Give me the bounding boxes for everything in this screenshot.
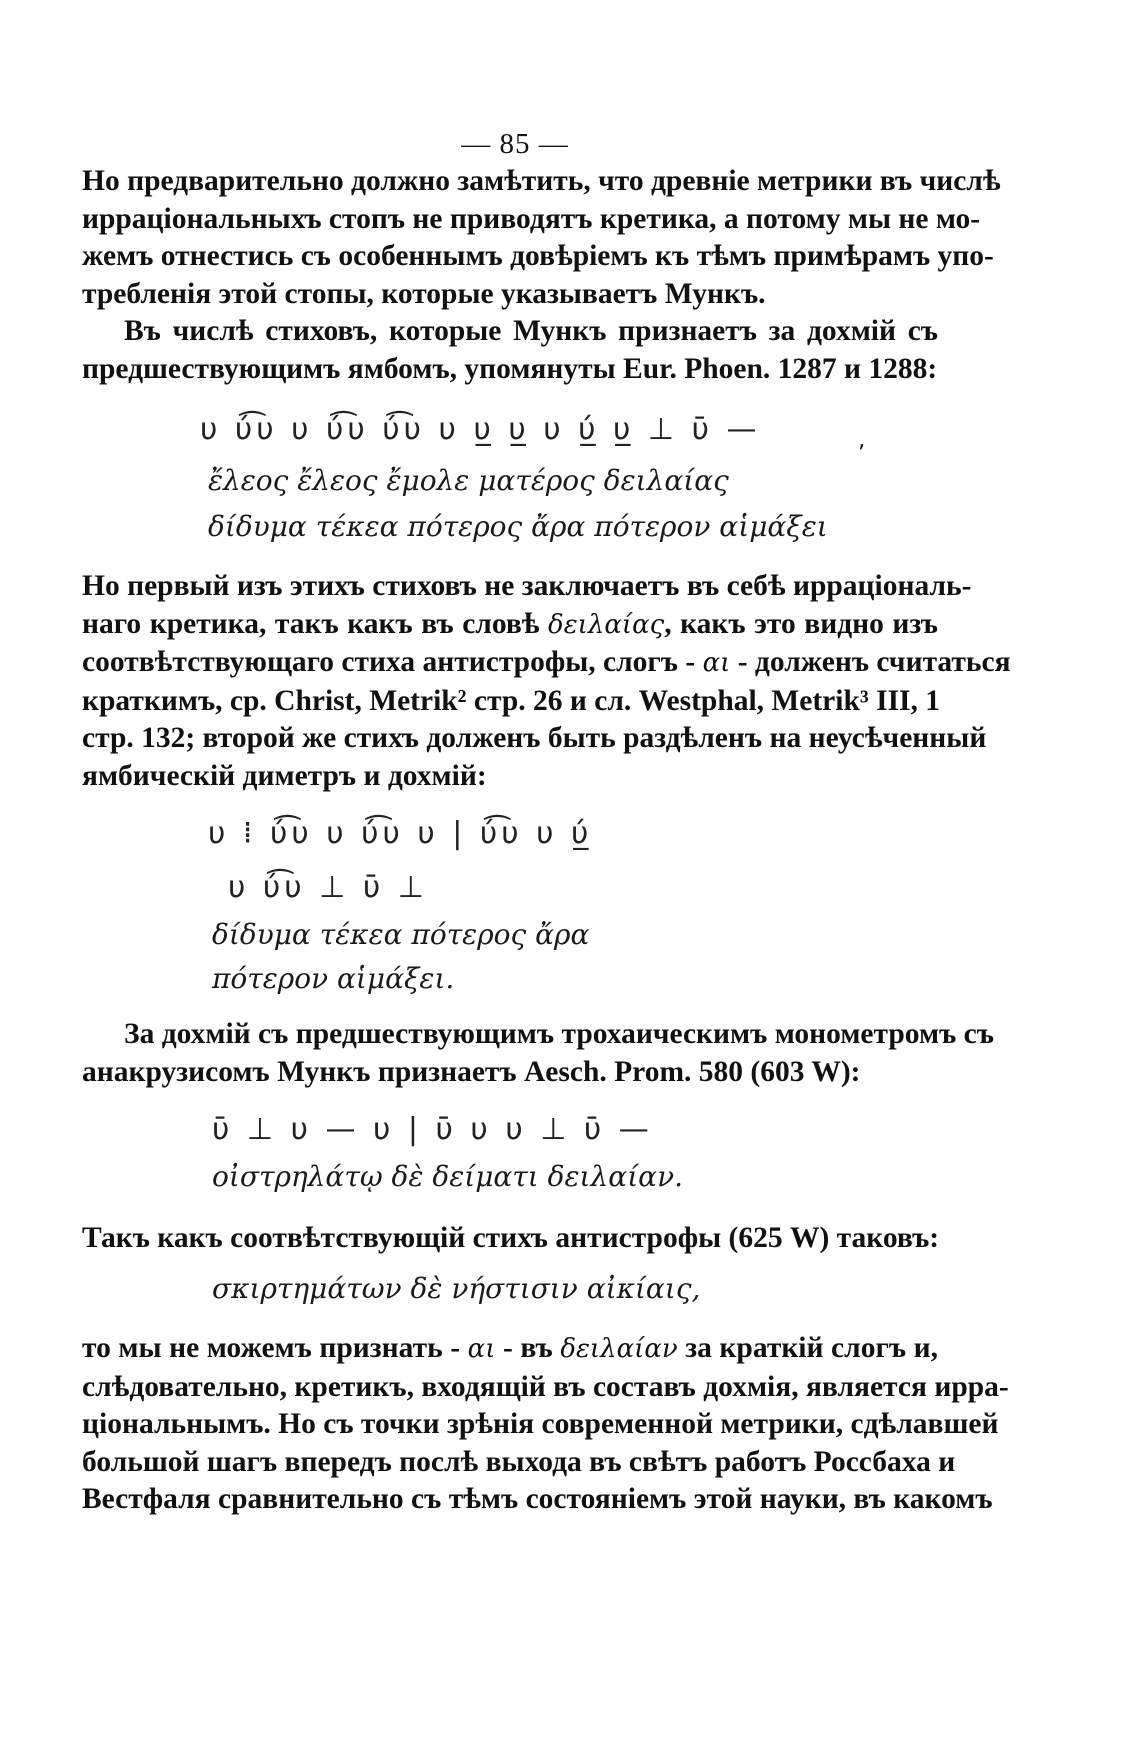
text-line: соотвѣтствующаго стиха антистрофы, слогъ - αι - долженъ считаться [82, 646, 1011, 678]
text-line: Но предварительно должно замѣтить, что древніе метрики въ числѣ [82, 165, 1001, 197]
text-line: Вестфаля сравнительно съ тѣмъ состояніемъ этой науки, въ какомъ [82, 1483, 993, 1515]
greek-word: αι [467, 1334, 496, 1364]
metrical-scheme-1: υ ύ͡υ υ ύ͡υ ύ͡υ υ υ̲ υ̲ υ ύ̲ υ̲ ⊥ ῡ — [200, 412, 761, 447]
greek-word: δειλαίας [548, 609, 665, 640]
text-line: стр. 132; второй же стихъ долженъ быть раздѣленъ на неусѣченный [82, 722, 987, 754]
metrical-scheme-2b: υ ύ͡υ ⊥ ῡ ⊥ [228, 870, 428, 905]
paragraph-4 [82, 1016, 994, 1091]
greek-verse-line: δίδυμα τέκεα πότερος ἄρα [212, 918, 590, 951]
text-line: ямбическій диметръ и дохмій: [82, 759, 487, 792]
text-line: большой шагъ впередъ послѣ выхода въ свѣтъ работъ Россбаха и [82, 1445, 956, 1478]
paragraph-3 [82, 568, 1011, 795]
greek-verse-line: ἔλεος ἔλεος ἔμολε ματέρος δειλαίας [208, 464, 729, 497]
greek-verse-line: πότερον αἱμάξει. [212, 962, 455, 995]
page-number: — 85 — [461, 128, 569, 160]
stray-mark: ‚ [858, 428, 865, 453]
text-line: слѣдовательно, кретикъ, входящій въ составъ дохмія, является ирра- [82, 1370, 1009, 1403]
paragraph-6 [82, 1330, 1009, 1519]
paragraph-2 [82, 313, 938, 388]
paragraph-5 [82, 1220, 938, 1258]
greek-word: δειλαίαν [560, 1334, 678, 1364]
text-line: За дохмій съ предшествующимъ трохаическимъ монометромъ съ [124, 1018, 994, 1050]
text-line: Но первый изъ этихъ стиховъ не заключаетъ въ себѣ ирраціональ- [82, 570, 972, 602]
text-line: ціональнымъ. Но съ точки зрѣнія современной метрики, сдѣлавшей [82, 1408, 999, 1440]
text-line: то мы не можемъ признать - αι - въ δειλαίαν за краткій слогъ и, [82, 1332, 938, 1364]
paragraph-1 [82, 163, 1001, 313]
text-line: предшествующимъ ямбомъ, упомянуты Eur. Phoen. 1287 и 1288: [82, 352, 938, 385]
metrical-scheme-2a: υ ⁞ ύ͡υ υ ύ͡υ υ | ύ͡υ υ ύ̲ [208, 816, 593, 851]
text-line: краткимъ, ср. Christ, Metrik² стр. 26 и сл. Westphal, Metrik³ III, 1 [82, 684, 941, 717]
text-line: Такъ какъ соотвѣтствующій стихъ антистрофы (625 W) таковъ: [82, 1222, 940, 1254]
text-line: наго кретика, такъ какъ въ словѣ δειλαίας, какъ это видно изъ [82, 607, 938, 640]
text-line: Въ числѣ стиховъ, которые Мункъ признаетъ за дохмій съ [124, 315, 938, 347]
text-line: требленія этой стопы, которые указываетъ Мункъ. [82, 277, 766, 310]
greek-verse-line: δίδυμα τέκεα πότερος ἄρα πότερον αἱμάξει [208, 510, 828, 543]
greek-verse-line: οἰστρηλάτῳ δὲ δείματι δειλαίαν. [212, 1160, 683, 1193]
text-line: жемъ отнестись съ особеннымъ довѣріемъ къ тѣмъ примѣрамъ упо- [82, 240, 994, 272]
greek-verse-line: σκιρτημάτων δὲ νήστισιν αἰκίαις, [212, 1272, 701, 1305]
text-line: ирраціональныхъ стопъ не приводятъ кретика, а потому мы не мо- [82, 202, 981, 235]
text-line: анакрузисомъ Мункъ признаетъ Aesch. Prom. 580 (603 W): [82, 1055, 861, 1088]
greek-word: αι [702, 648, 731, 678]
metrical-scheme-3: ῡ ⊥ υ — υ | ῡ υ υ ⊥ ῡ — [212, 1112, 653, 1147]
